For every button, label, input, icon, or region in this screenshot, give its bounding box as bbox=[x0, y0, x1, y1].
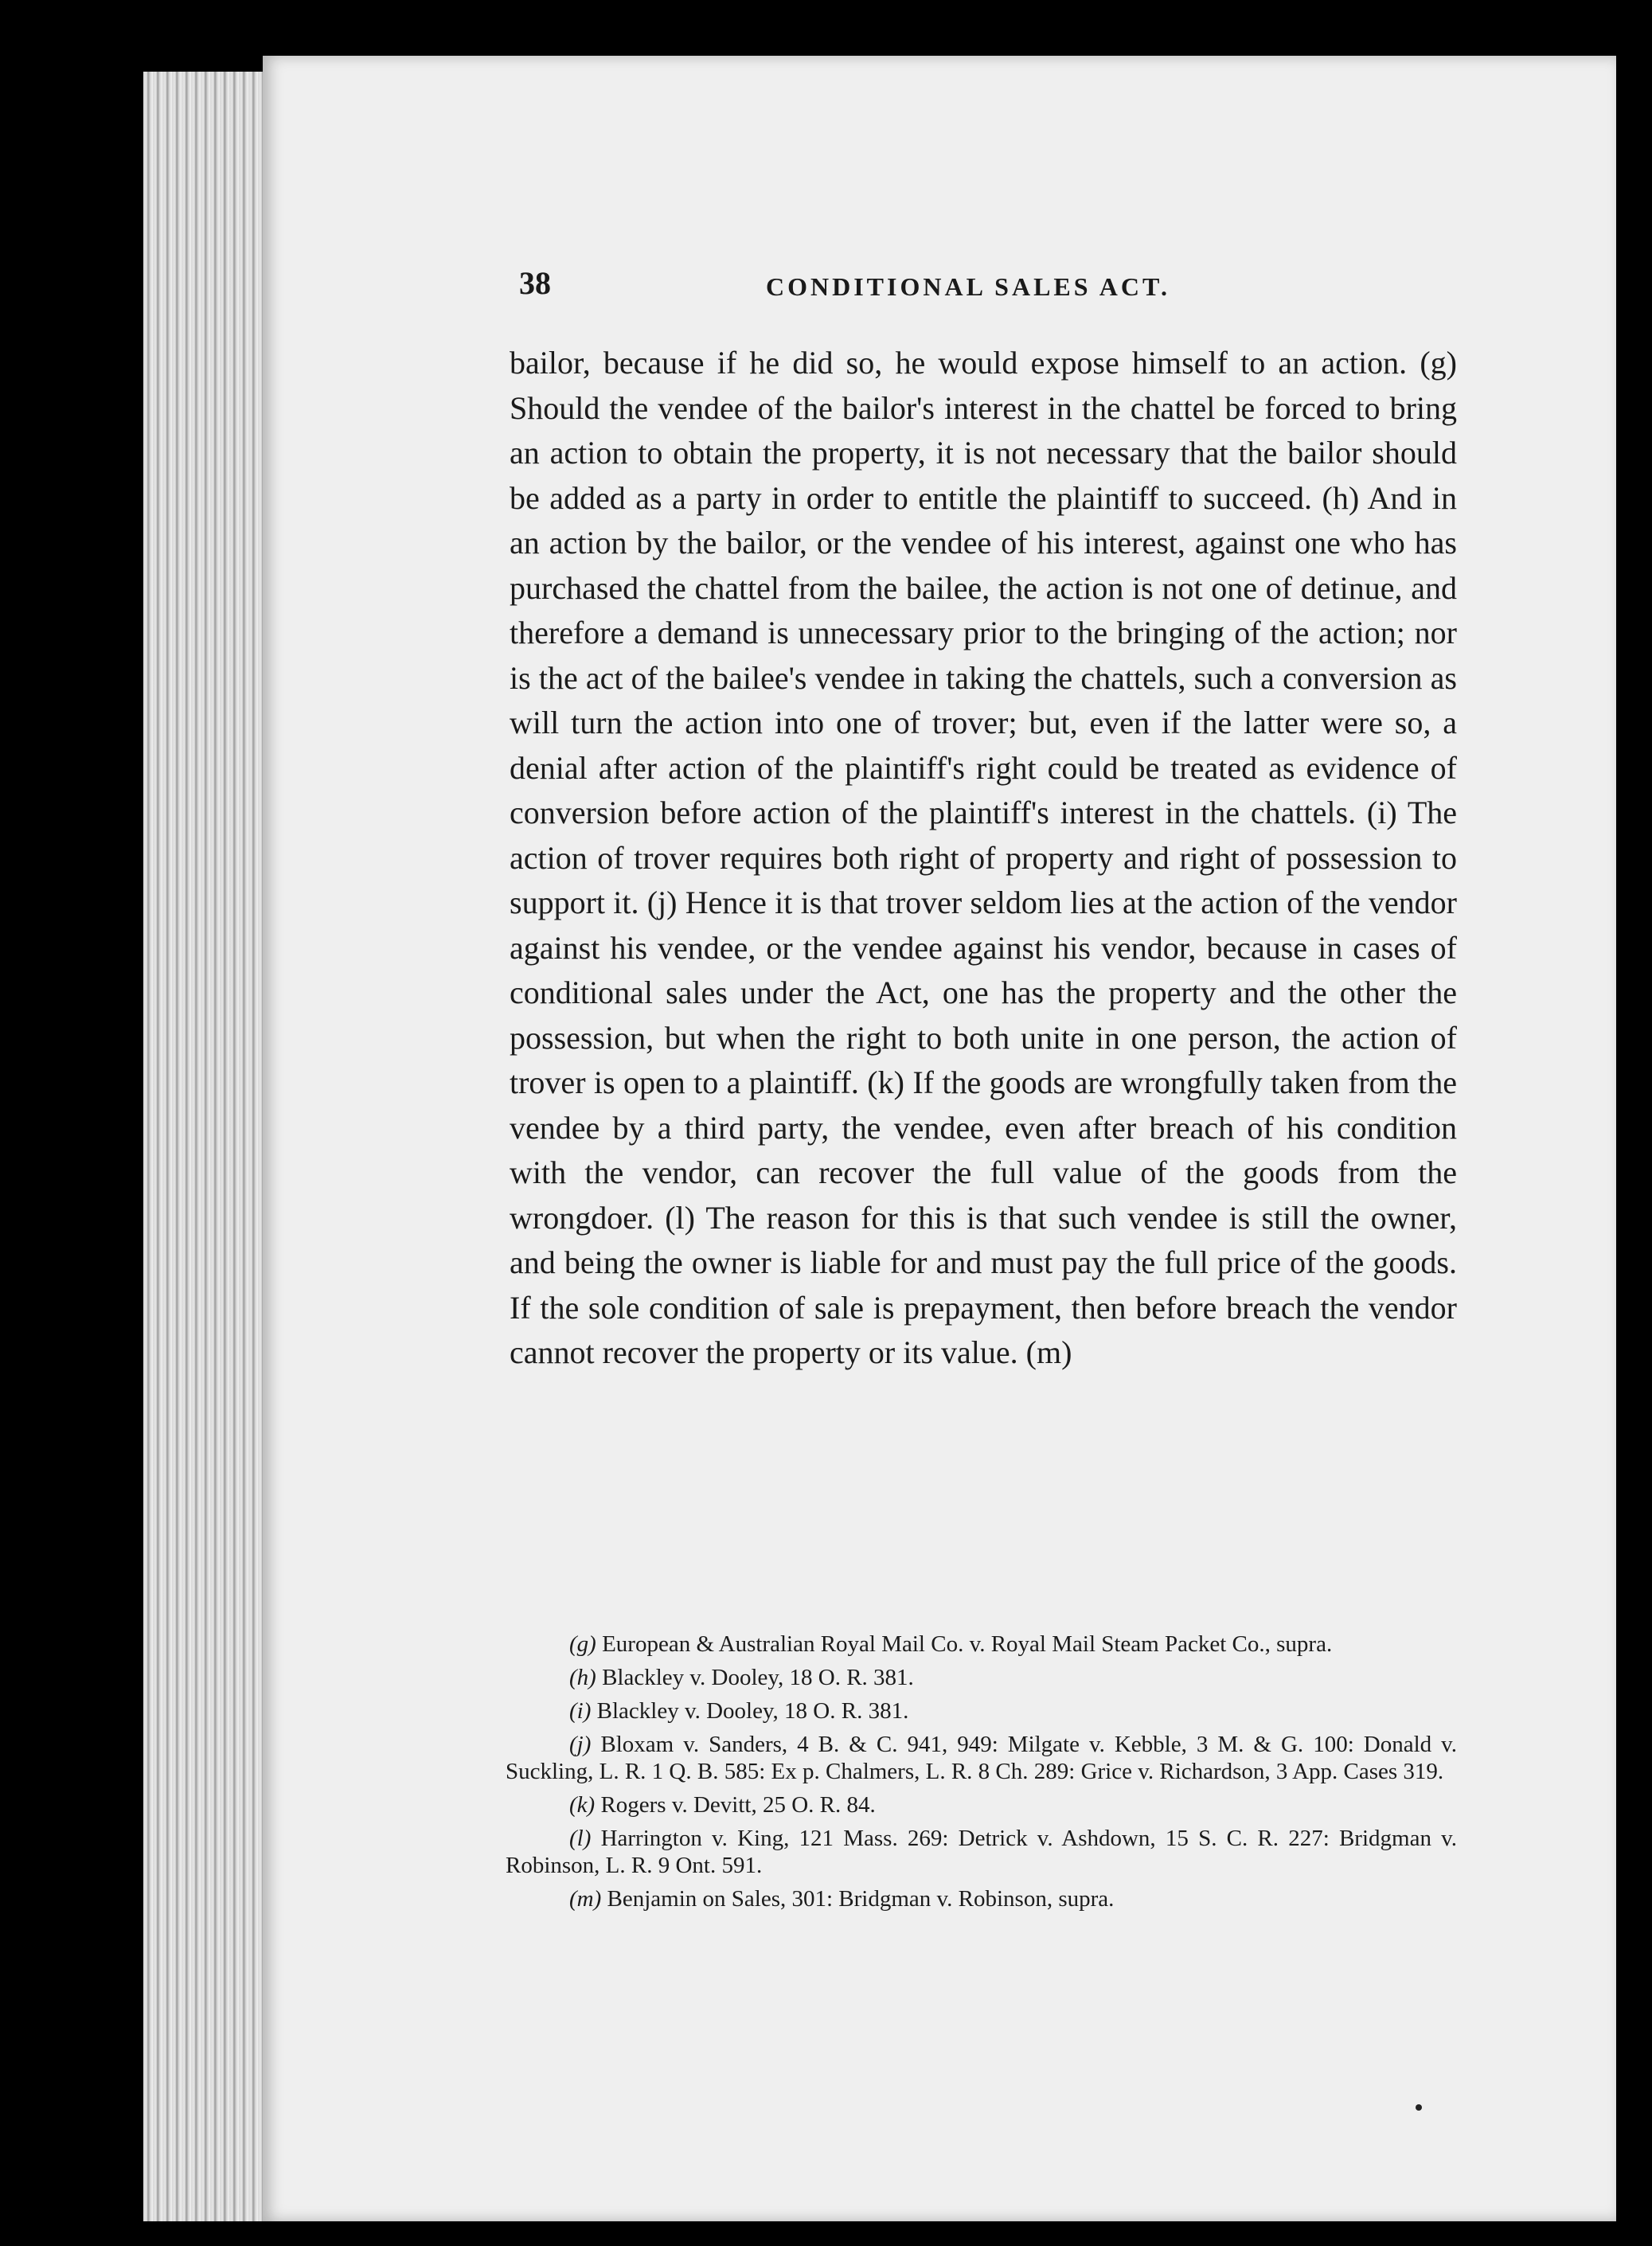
page-header bbox=[519, 264, 1204, 312]
footnote-m: (m) Benjamin on Sales, 301: Bridgman v. Robinson, supra. bbox=[569, 1886, 1115, 1912]
scan-border bbox=[1616, 56, 1652, 2246]
footnote-g: (g) European & Australian Royal Mail Co. v. Royal Mail Steam Packet Co., supra. bbox=[569, 1631, 1333, 1657]
ink-speck bbox=[1416, 2104, 1422, 2111]
body-paragraph: bailor, because if he did so, he would expose himself to an action. (g) Should the vendee of the bailor's interest in the chattel be forced to bring an action to obtain the property, it is not necessary that the bailor should be added as a party in order to entitle the plaintiff to succeed. (h) And in an action by the bailor, or the vendee of his interest, against one who has purchased the chattel from the bailee, the action is not one of detinue, and therefore a demand is unnecessary prior to the bringing of the action; nor is the act of the bailee's vendee in taking the chattels, such a conversion as will turn the action into one of trover; but, even if the latter were so, a denial after action of the plaintiff's right could be treated as evidence of conversion before action of the plaintiff's interest in the chattels. (i) The action of trover requires both right of property and right of possession to support it. (j) Hence it is that trover seldom lies at the action of the vendor against his vendee, or the vendee against his vendor, because in cases of conditional sales under the Act, one has the property and the other the possession, but when the right to both unite in one person, the action of trover is open to a plaintiff. (k) If the goods are wrongfully taken from the vendee by a third party, the vendee, even after breach of his condition with the vendor, can recover the full value of the goods from the wrongdoer. (l) The reason for this is that such vendee is still the owner, and being the owner is liable for and must pay the full price of the goods. If the sole condition of sale is prepayment, then before breach the vendor cannot recover the property or its value. (m) bbox=[510, 345, 1457, 1370]
footnote-h: (h) Blackley v. Dooley, 18 O. R. 381. bbox=[569, 1665, 914, 1690]
footnote-k: (k) Rogers v. Devitt, 25 O. R. 84. bbox=[569, 1792, 876, 1818]
footnote-l: (l) Harrington v. King, 121 Mass. 269: Detrick v. Ashdown, 15 S. C. R. 227: Bridgman v. Robinson, L. R. 9 Ont. 591. bbox=[506, 1826, 1458, 1878]
page-number: 38 bbox=[519, 265, 551, 301]
footnote-i: (i) Blackley v. Dooley, 18 O. R. 381. bbox=[569, 1698, 909, 1724]
footnote-j: (j) Bloxam v. Sanders, 4 B. & C. 941, 949: Milgate v. Kebble, 3 M. & G. 100: Donald v. Suckling, L. R. 1 Q. B. 585: Ex p. Chalmers, L. R. 8 Ch. 289: Grice v. Richardson, 3 App. Cases 319. bbox=[506, 1732, 1458, 1784]
running-title: CONDITIONAL SALES ACT. bbox=[766, 272, 1170, 301]
page-edges bbox=[143, 72, 279, 2221]
footnotes bbox=[506, 1631, 1457, 1919]
